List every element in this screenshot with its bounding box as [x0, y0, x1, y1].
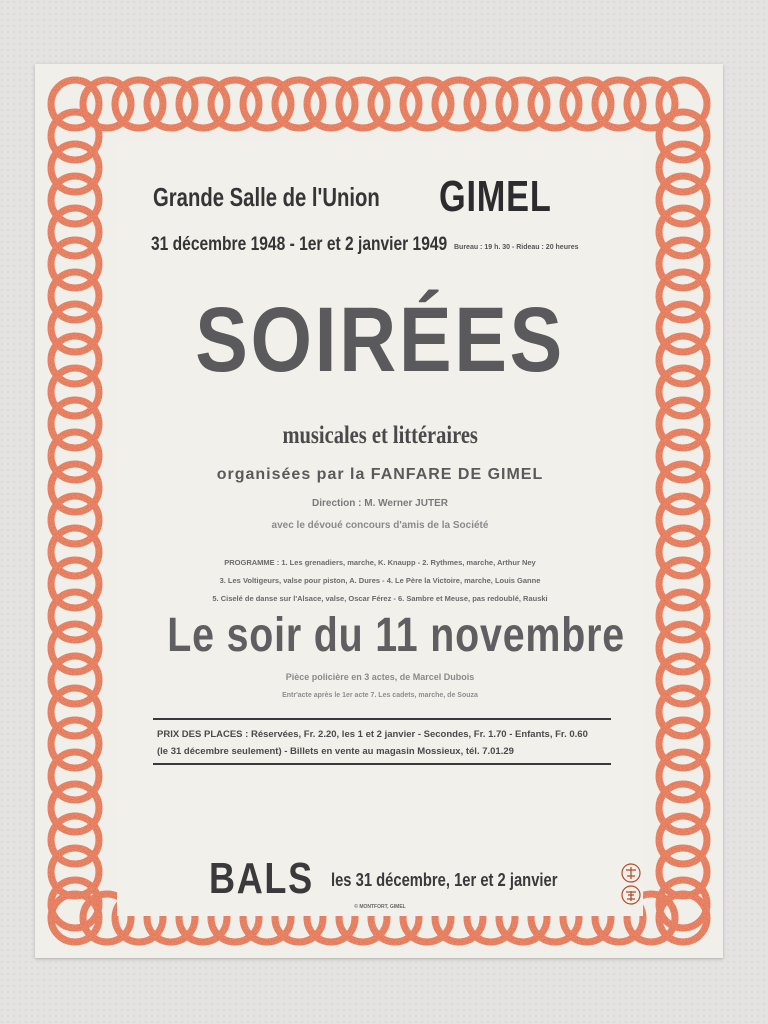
poster — [35, 64, 723, 958]
play-info: Pièce policière en 3 actes, de Marcel Dubois — [285, 672, 475, 682]
opening-hours: Bureau : 19 h. 30 - Rideau : 20 heures — [454, 244, 579, 251]
divider-top — [153, 718, 611, 720]
event-dates: 31 décembre 1948 - 1er et 2 janvier 1949 — [151, 234, 448, 255]
printer-credit: © MONTFORT, GIMEL — [354, 904, 406, 910]
prices-line-1: PRIX DES PLACES : Réservées, Fr. 2.20, les 1 et 2 janvier - Secondes, Fr. 1.70 - Enfants, Fr. 0.60 — [157, 729, 588, 740]
bals-dates: les 31 décembre, 1er et 2 janvier — [331, 870, 558, 890]
encore-line: Entr'acte après le 1er acte 7. Les cadets, marche, de Souza — [282, 692, 478, 699]
poster-content — [117, 142, 643, 916]
director-line: Direction : M. Werner JUTER — [312, 498, 448, 509]
poster-subtitle — [117, 422, 643, 450]
bals-heading: BALS — [209, 854, 314, 903]
programme-line-3: 5. Ciselé de danse sur l'Alsace, valse, Oscar Férez - 6. Sambre et Meuse, pas redoublé, Rauski — [212, 594, 548, 603]
organizer-line: organisées par la FANFARE DE GIMEL — [216, 466, 544, 483]
divider-bottom — [153, 763, 611, 765]
poster-title — [117, 289, 643, 391]
programme-line-1: PROGRAMME : 1. Les grenadiers, marche, K. Knaupp - 2. Rythmes, marche, Arthur Ney — [224, 558, 536, 567]
support-line: avec le dévoué concours d'amis de la Société — [271, 520, 489, 531]
town-name: GIMEL — [439, 172, 552, 221]
play-title — [117, 608, 643, 663]
programme-line-2: 3. Les Voltigeurs, valse pour piston, A. Dures - 4. Le Père la Victoire, marche, Louis Ganne — [219, 576, 541, 585]
printer-seal-icon — [618, 861, 644, 911]
play-title-text: Le soir du 11 novembre — [167, 609, 625, 662]
poster-title-text: SOIRÉES — [195, 289, 565, 391]
poster-subtitle-text: musicales et littéraires — [282, 422, 478, 449]
venue-name: Grande Salle de l'Union — [153, 182, 380, 212]
prices-line-2: (le 31 décembre seulement) - Billets en vente au magasin Mossieux, tél. 7.01.29 — [157, 746, 514, 757]
